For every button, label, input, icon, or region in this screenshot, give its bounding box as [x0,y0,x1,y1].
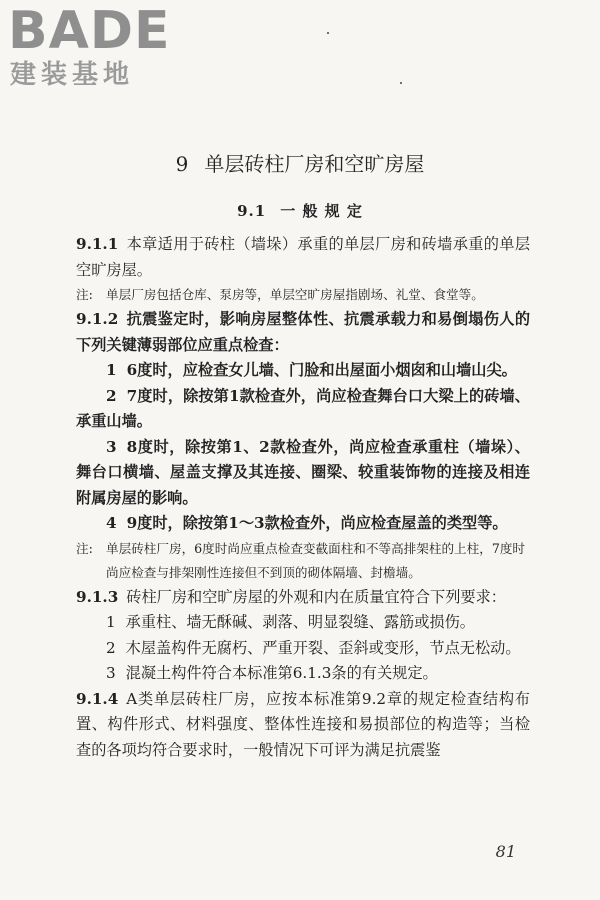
chapter-title: 单层砖柱厂房和空旷房屋 [204,152,425,176]
note-label: 注: [76,540,93,556]
clause-text: 本章适用于砖柱（墙垛）承重的单层厂房和砖墙承重的单层空旷房屋。 [76,235,530,279]
page-number: 81 [495,842,516,861]
section-number: 9.1 [237,202,267,220]
item-number: 2 [106,638,116,657]
item-text: 7度时，除按第1款检查外，尚应检查舞台口大梁上的砖墙、承重山墙。 [76,386,530,430]
list-item [76,435,530,512]
scan-speck [400,82,402,84]
note-9-1-2 [76,537,530,585]
clause-number: 9.1.1 [76,235,119,253]
list-item [76,511,530,537]
clause-text: 砖柱厂房和空旷房屋的外观和内在质量宜符合下列要求： [126,587,506,606]
item-number: 2 [106,386,117,405]
item-text: 木屋盖构件无腐朽、严重开裂、歪斜或变形，节点无松动。 [125,638,521,657]
note-text: 单层砖柱厂房，6度时尚应重点检查变截面柱和不等高排架柱的上柱，7度时尚应检查与排架刚性连接但不到顶的砌体隔墙、封檐墙。 [106,540,526,580]
clause-9-1-4 [76,687,530,764]
list-item [76,661,530,687]
list-item [76,610,530,636]
list-item [76,636,530,662]
logo [8,2,171,90]
clause-text: A类单层砖柱厂房，应按本标准第9.2章的规定检查结构布置、构件形式、材料强度、整体性连接和易损部位的构造等；当检查的各项均符合要求时，一般情况下可评为满足抗震鉴 [76,689,530,759]
item-number: 3 [106,437,117,456]
scan-speck [327,32,329,34]
logo-subtitle: 建装基地 [10,60,135,90]
item-number: 1 [106,613,116,631]
clause-number: 9.1.2 [76,310,119,328]
item-text: 9度时，除按第1～3款检查外，尚应检查屋盖的类型等。 [126,514,508,532]
item-text: 8度时，除按第1、2款检查外，尚应检查承重柱（墙垛）、舞台口横墙、屋盖支撑及其连接、圈梁、较重装饰物的连接及相连附属房屋的影响。 [76,437,530,507]
note-9-1-1 [76,283,530,307]
item-number: 4 [106,514,117,532]
item-text: 6度时，应检查女儿墙、门脸和出屋面小烟囱和山墙山尖。 [126,361,517,379]
note-label: 注: [76,287,93,302]
list-item [76,384,530,435]
logo-wordmark: BADE [8,1,171,61]
note-text: 单层厂房包括仓库、泵房等，单层空旷房屋指剧场、礼堂、食堂等。 [106,287,484,302]
item-number: 3 [106,664,116,682]
chapter-heading [0,148,600,177]
item-text: 混凝土构件符合本标准第6.1.3条的有关规定。 [125,664,438,682]
item-number: 1 [106,361,117,379]
clause-number: 9.1.4 [76,689,119,708]
clause-9-1-3 [76,585,530,611]
clause-9-1-1 [76,232,530,283]
document-body [76,232,530,763]
item-text: 承重柱、墙无酥碱、剥落、明显裂缝、露筋或损伤。 [125,613,475,631]
clause-number: 9.1.3 [76,587,119,606]
clause-9-1-2 [76,307,530,358]
list-item [76,358,530,384]
section-heading [0,200,600,221]
section-title: 一 般 规 定 [280,202,363,220]
clause-text: 抗震鉴定时，影响房屋整体性、抗震承载力和易倒塌伤人的下列关键薄弱部位应重点检查： [76,310,530,354]
chapter-number: 9 [175,152,189,176]
